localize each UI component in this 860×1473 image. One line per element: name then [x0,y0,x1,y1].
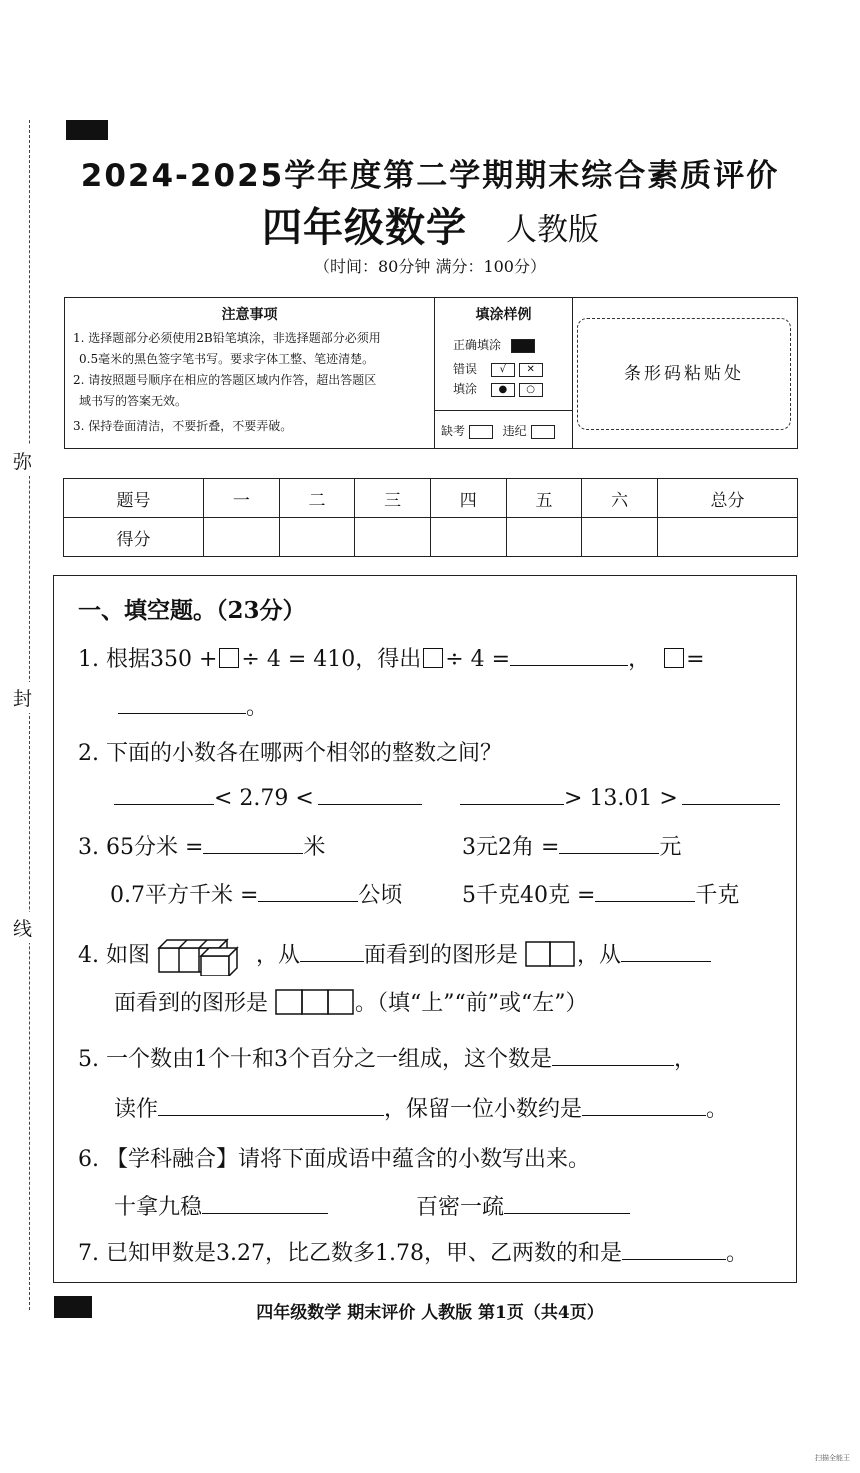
score-table [63,478,798,557]
fill-sample-column [435,298,573,448]
question-6: 6. 【学科融合】请将下面成语中蕴含的小数写出来。 [78,1147,590,1172]
question-3-d: 5千克40克 = 千克 [462,883,740,908]
seal-char-mi: 弥 [13,445,32,476]
score-header: 总分 [657,479,797,518]
answer-blank[interactable] [258,881,358,902]
scanner-watermark: 扫描全能王 [815,1454,850,1462]
absent-label: 缺考 [441,424,466,438]
score-cell[interactable] [430,518,506,557]
answer-blank[interactable] [203,833,303,854]
seal-char-xian: 线 [13,912,32,943]
answer-blank[interactable] [582,1095,706,1116]
question-4-cont: 面看到的图形是 。（填“上”“前”或“左”） [114,991,588,1016]
answer-blank[interactable] [202,1193,328,1214]
score-header: 六 [582,479,658,518]
notice-panel [64,297,798,449]
answer-blank[interactable] [504,1193,630,1214]
notice-item: 域书写的答案无效。 [79,394,188,408]
question-4: 4. 如图 ，从 面看到的图形是 ，从 [78,932,711,976]
subject-title: 四年级数学 [262,204,467,251]
answer-blank[interactable] [682,784,780,805]
score-row-label: 得分 [64,518,204,557]
question-2-a: < 2.79 < [114,784,422,811]
question-7: 7. 已知甲数是3.27，比乙数多1.78，甲、乙两数的和是 。 [78,1241,748,1266]
score-cell[interactable] [582,518,658,557]
score-cell[interactable] [279,518,355,557]
question-5-cont: 读作 ，保留一位小数约是 。 [114,1097,729,1122]
question-3-b: 3元2角 = 元 [462,835,682,860]
edition-label: 人教版 [506,212,599,248]
time-info: （时间：80分钟 满分：100分） [314,257,546,276]
question-2-b: > 13.01 > [460,784,780,811]
score-header: 一 [203,479,279,518]
section-title: 一、填空题。（23分） [78,597,306,624]
score-header: 五 [506,479,582,518]
notice-item: 2. 请按照题号顺序在相应的答题区域内作答，超出答题区 [73,373,377,387]
score-header: 四 [430,479,506,518]
sample-heading: 填涂样例 [475,307,532,323]
question-2: 2. 下面的小数各在哪两个相邻的整数之间？ [78,741,502,766]
score-header: 题号 [64,479,204,518]
square-box-icon [423,648,443,668]
answer-blank[interactable] [621,941,711,962]
score-header: 二 [279,479,355,518]
answer-blank[interactable] [559,833,659,854]
question-5: 5. 一个数由1个十和3个百分之一组成，这个数是 ， [78,1047,696,1072]
alignment-mark-top [66,120,108,140]
absent-checkbox[interactable] [469,425,493,439]
question-1: 1. 根据350 + ÷ 4 = 410，得出 ÷ 4 = ， = [78,647,705,672]
notice-item: 3. 保持卷面清洁，不要折叠，不要弄破。 [73,419,293,433]
page-footer: 四年级数学 期末评价 人教版 第1页（共4页） [256,1303,604,1323]
barcode-area: 条形码粘贴处 [577,318,791,430]
violation-label: 违纪 [502,424,527,438]
answer-blank[interactable] [318,784,422,805]
wrong-fill-label: 错误 [453,362,478,376]
two-square-view-icon [525,941,577,967]
answer-blank[interactable] [114,784,214,805]
answer-blank[interactable] [595,881,695,902]
question-6-a: 十拿九稳 [114,1190,328,1221]
question-6-b: 百密一疏 [416,1190,630,1221]
score-cell[interactable] [203,518,279,557]
notice-item: 0.5毫米的黑色签字笔书写。要求字体工整、笔迹清楚。 [79,352,375,366]
three-square-view-icon [275,989,355,1015]
square-box-icon [664,648,684,668]
answer-blank[interactable] [460,784,564,805]
answer-blank[interactable] [118,693,246,714]
correct-fill-label: 正确填涂 [453,338,502,352]
answer-blank[interactable] [158,1095,384,1116]
answer-blank[interactable] [622,1239,726,1260]
notice-item: 1. 选择题部分必须使用2B铅笔填涂，非选择题部分必须用 [73,331,381,345]
score-table-row [64,518,798,557]
answer-blank[interactable] [510,645,628,666]
square-box-icon [219,648,239,668]
cross-mark-icon: ✕ [519,363,543,377]
check-mark-icon: √ [491,363,515,377]
score-cell[interactable] [506,518,582,557]
score-header: 三 [355,479,431,518]
question-3-a: 3. 65分米 = 米 [78,835,326,860]
violation-checkbox[interactable] [531,425,555,439]
question-3-c: 0.7平方千米 = 公顷 [110,883,403,908]
answer-blank[interactable] [300,941,364,962]
binding-line [29,120,30,1310]
question-section-1 [53,575,797,1283]
notice-heading: 注意事项 [221,307,278,323]
answer-blank[interactable] [552,1045,674,1066]
question-1-cont: 。 [118,690,268,721]
dot-mark-icon: ● [491,383,515,397]
notice-column [65,298,435,448]
exam-title: 2024-2025学年度第二学期期末综合素质评价 [80,158,780,194]
score-table-header-row [64,479,798,518]
circle-mark-icon: ○ [519,383,543,397]
score-cell[interactable] [657,518,797,557]
cube-figure-icon [157,932,249,976]
correct-fill-sample [511,339,535,353]
score-cell[interactable] [355,518,431,557]
seal-char-feng: 封 [13,682,32,713]
wrong-fill-label-2: 填涂 [453,382,478,396]
